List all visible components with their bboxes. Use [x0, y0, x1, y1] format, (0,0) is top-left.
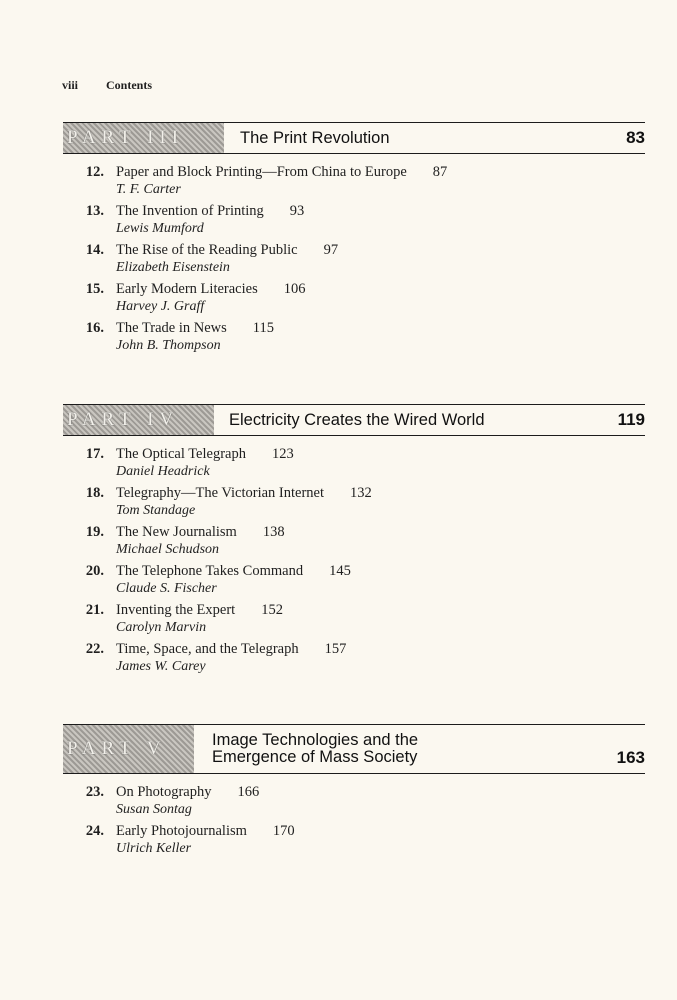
entry-page: 166 [237, 784, 260, 800]
entry-title [116, 485, 372, 502]
entry-page: 106 [283, 281, 306, 297]
list-item [0, 446, 677, 482]
entry-author: James W. Carey [116, 659, 206, 674]
entry-author: Carolyn Marvin [116, 620, 207, 635]
list-item [0, 524, 677, 560]
part-title-line-1: Image Technologies and the [212, 731, 419, 749]
entry-page: 93 [289, 203, 305, 219]
entry-number: 22. [85, 641, 104, 657]
list-item [0, 641, 677, 677]
part-heading-5 [63, 724, 645, 774]
entry-title-text: On Photography [116, 784, 212, 800]
entry-title-text: Time, Space, and the Telegraph [116, 641, 299, 657]
entry-number: 15. [85, 281, 104, 297]
part-title [212, 725, 418, 773]
list-item [0, 320, 677, 356]
list-item [0, 563, 677, 599]
entry-author: Elizabeth Eisenstein [116, 260, 230, 275]
entry-number: 18. [85, 485, 104, 501]
entry-number: 12. [85, 164, 104, 180]
entry-title-text: Paper and Block Printing—From China to Europe [116, 164, 407, 180]
entry-author: T. F. Carter [116, 182, 181, 197]
entry-page: 145 [329, 563, 351, 579]
entry-page: 170 [272, 823, 295, 839]
entry-title-text: The Invention of Printing [116, 203, 264, 219]
entry-title [116, 563, 351, 580]
entry-title [116, 524, 285, 541]
list-item [0, 164, 677, 200]
entry-page: 157 [324, 641, 347, 657]
entry-title-text: The New Journalism [116, 524, 237, 540]
part-title: Electricity Creates the Wired World [229, 410, 485, 429]
part-heading-4 [63, 404, 645, 436]
entry-author: Harvey J. Graff [116, 299, 205, 314]
entry-number: 16. [85, 320, 104, 336]
entry-title-text: Early Modern Literacies [116, 281, 258, 297]
list-item [0, 281, 677, 317]
entry-page: 123 [271, 446, 294, 462]
entry-number: 19. [85, 524, 104, 540]
list-item [0, 242, 677, 278]
entry-title-text: The Trade in News [116, 320, 227, 336]
page-folio: viii [62, 78, 79, 92]
list-item [0, 203, 677, 239]
entry-title-text: The Rise of the Reading Public [116, 242, 298, 258]
part-page-number: 83 [626, 128, 645, 147]
list-item [0, 485, 677, 521]
part-page-number: 119 [617, 410, 645, 429]
entry-title [116, 823, 295, 840]
entry-title-text: Telegraphy—The Victorian Internet [116, 485, 325, 501]
entry-page: 87 [432, 164, 448, 180]
section-title: Contents [106, 78, 153, 92]
entry-number: 24. [85, 823, 104, 839]
entry-title [116, 446, 294, 463]
list-item [0, 784, 677, 820]
entry-number: 21. [85, 602, 104, 618]
entry-title [116, 641, 346, 658]
running-head [62, 78, 152, 93]
entry-title-text: The Telephone Takes Command [116, 563, 304, 579]
entry-author: Tom Standage [116, 503, 196, 518]
list-item [0, 823, 677, 859]
entry-author: John B. Thompson [116, 338, 221, 353]
entry-page: 152 [261, 602, 283, 618]
entry-title-text: Inventing the Expert [116, 602, 236, 618]
entry-title [116, 784, 259, 801]
entry-page: 132 [350, 485, 372, 501]
entry-page: 138 [262, 524, 285, 540]
entry-author: Ulrich Keller [116, 841, 192, 856]
entry-author: Lewis Mumford [116, 221, 204, 236]
part-page-number: 163 [616, 748, 645, 767]
entry-title [116, 281, 305, 298]
part-label: PART III [63, 123, 224, 153]
entry-number: 13. [85, 203, 104, 219]
list-item [0, 602, 677, 638]
part-label: PART IV [63, 405, 214, 435]
entry-author: Claude S. Fischer [116, 581, 217, 596]
entry-number: 23. [85, 784, 104, 800]
entry-title [116, 242, 338, 259]
entry-title [116, 602, 283, 619]
entry-number: 14. [85, 242, 104, 258]
entry-title [116, 164, 447, 181]
entry-number: 17. [85, 446, 104, 462]
entry-title-text: The Optical Telegraph [116, 446, 246, 462]
entry-author: Michael Schudson [116, 542, 220, 557]
part-heading-3 [63, 122, 645, 154]
entry-page: 115 [252, 320, 274, 336]
entry-author: Susan Sontag [116, 802, 192, 817]
entry-title [116, 320, 274, 337]
entry-number: 20. [85, 563, 104, 579]
part-label: PART V [63, 725, 194, 773]
entry-author: Daniel Headrick [116, 464, 210, 479]
part-title-line-2: Emergence of Mass Society [212, 748, 418, 766]
part-title: The Print Revolution [240, 128, 390, 147]
entry-page: 97 [323, 242, 339, 258]
entry-title [116, 203, 304, 220]
entry-title-text: Early Photojournalism [116, 823, 247, 839]
